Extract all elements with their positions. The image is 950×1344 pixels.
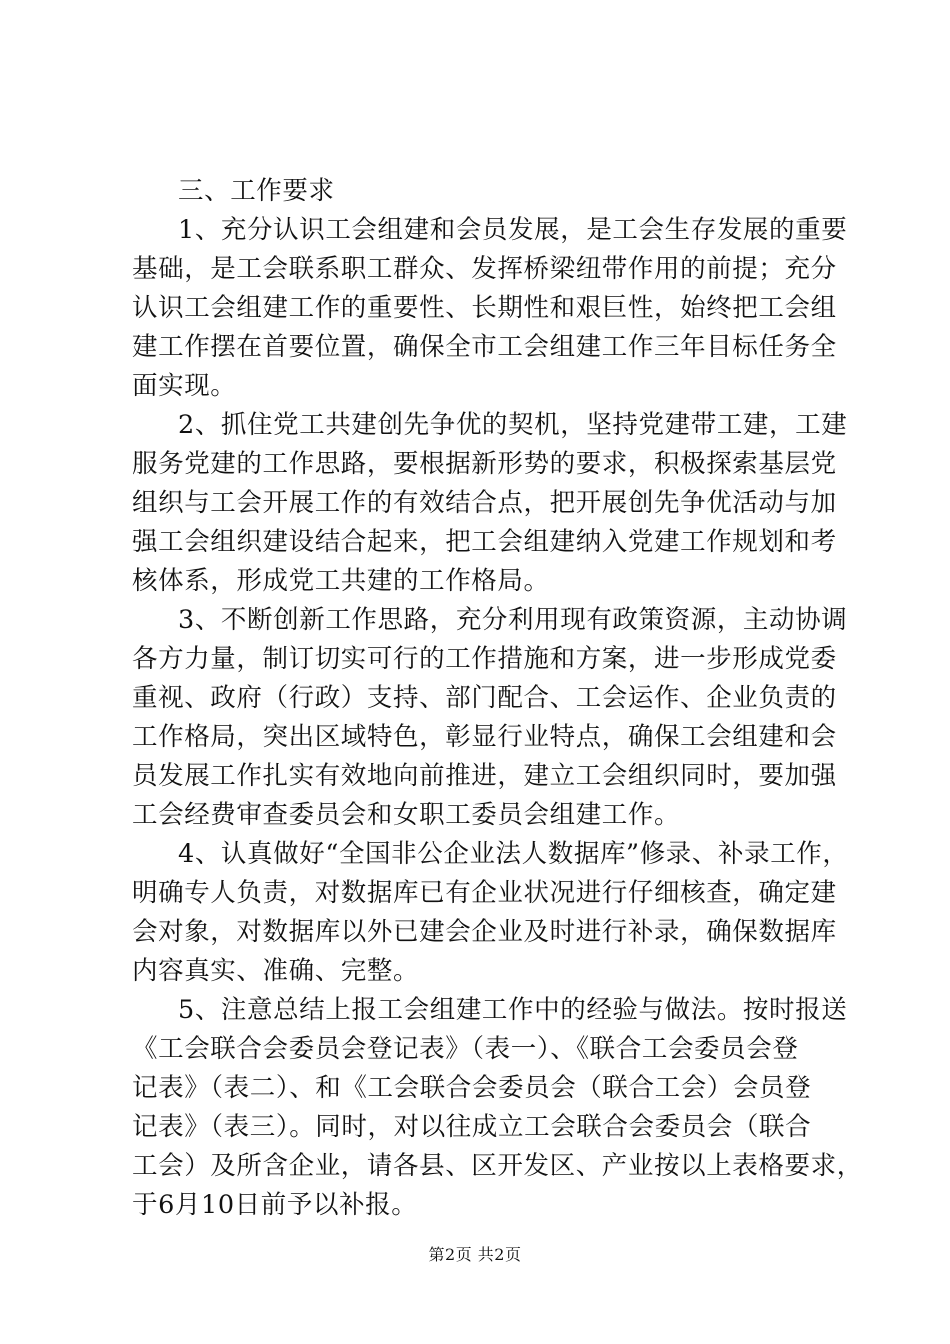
paragraph-line: 服务党建的工作思路，要根据新形势的要求，积极探索基层党	[132, 449, 837, 479]
paragraph-line: 员发展工作扎实有效地向前推进，建立工会组织同时，要加强	[132, 761, 837, 791]
paragraph-line: 3、不断创新工作思路，充分利用现有政策资源，主动协调	[178, 605, 848, 635]
paragraph-line: 组织与工会开展工作的有效结合点，把开展创先争优活动与加	[132, 488, 837, 518]
paragraph-line: 于6月10日前予以补报。	[132, 1190, 418, 1220]
page-number-footer: 第2页 共2页	[428, 1245, 522, 1264]
paragraph-line: 基础，是工会联系职工群众、发挥桥梁纽带作用的前提；充分	[132, 254, 837, 284]
paragraph-line: 核体系，形成党工共建的工作格局。	[132, 566, 550, 596]
paragraph-1	[132, 211, 848, 406]
paragraph-line: 面实现。	[132, 371, 237, 401]
paragraph-line: 建工作摆在首要位置，确保全市工会组建工作三年目标任务全	[132, 332, 837, 362]
paragraph-line: 内容真实、准确、完整。	[132, 956, 420, 986]
paragraph-2	[132, 406, 848, 601]
paragraph-line: 5、注意总结上报工会组建工作中的经验与做法。按时报送	[178, 995, 848, 1025]
paragraph-5	[132, 991, 863, 1225]
paragraph-line: 各方力量，制订切实可行的工作措施和方案，进一步形成党委	[132, 644, 837, 674]
section-heading: 三、工作要求	[178, 176, 335, 206]
paragraph-line: 《工会联合会委员会登记表》（表一）、《联合工会委员会登	[132, 1034, 799, 1064]
paragraph-line: 4、认真做好“全国非公企业法人数据库”修录、补录工作，	[178, 839, 849, 869]
paragraph-line: 工作格局，突出区域特色，彰显行业特点，确保工会组建和会	[132, 722, 837, 752]
paragraph-line: 明确专人负责，对数据库已有企业状况进行仔细核查，确定建	[132, 878, 837, 908]
paragraph-line: 认识工会组建工作的重要性、长期性和艰巨性，始终把工会组	[132, 293, 837, 323]
paragraph-line: 2、抓住党工共建创先争优的契机，坚持党建带工建，工建	[178, 410, 848, 440]
paragraph-line: 强工会组织建设结合起来，把工会组建纳入党建工作规划和考	[132, 527, 837, 557]
paragraph-line: 工会经费审查委员会和女职工委员会组建工作。	[132, 800, 681, 830]
paragraph-line: 1、充分认识工会组建和会员发展，是工会生存发展的重要	[178, 215, 848, 245]
paragraph-line: 会对象，对数据库以外已建会企业及时进行补录，确保数据库	[132, 917, 837, 947]
paragraph-4	[132, 835, 849, 991]
paragraph-line: 记表》（表二）、和《工会联合会委员会（联合工会）会员登	[132, 1073, 812, 1103]
document-body	[132, 172, 863, 1225]
paragraph-line: 工会）及所含企业，请各县、区开发区、产业按以上表格要求，	[132, 1151, 863, 1181]
paragraph-3	[132, 601, 848, 835]
paragraph-line: 记表》（表三）。同时，对以往成立工会联合会委员会（联合	[132, 1112, 812, 1142]
paragraph-line: 重视、政府（行政）支持、部门配合、工会运作、企业负责的	[132, 683, 837, 713]
